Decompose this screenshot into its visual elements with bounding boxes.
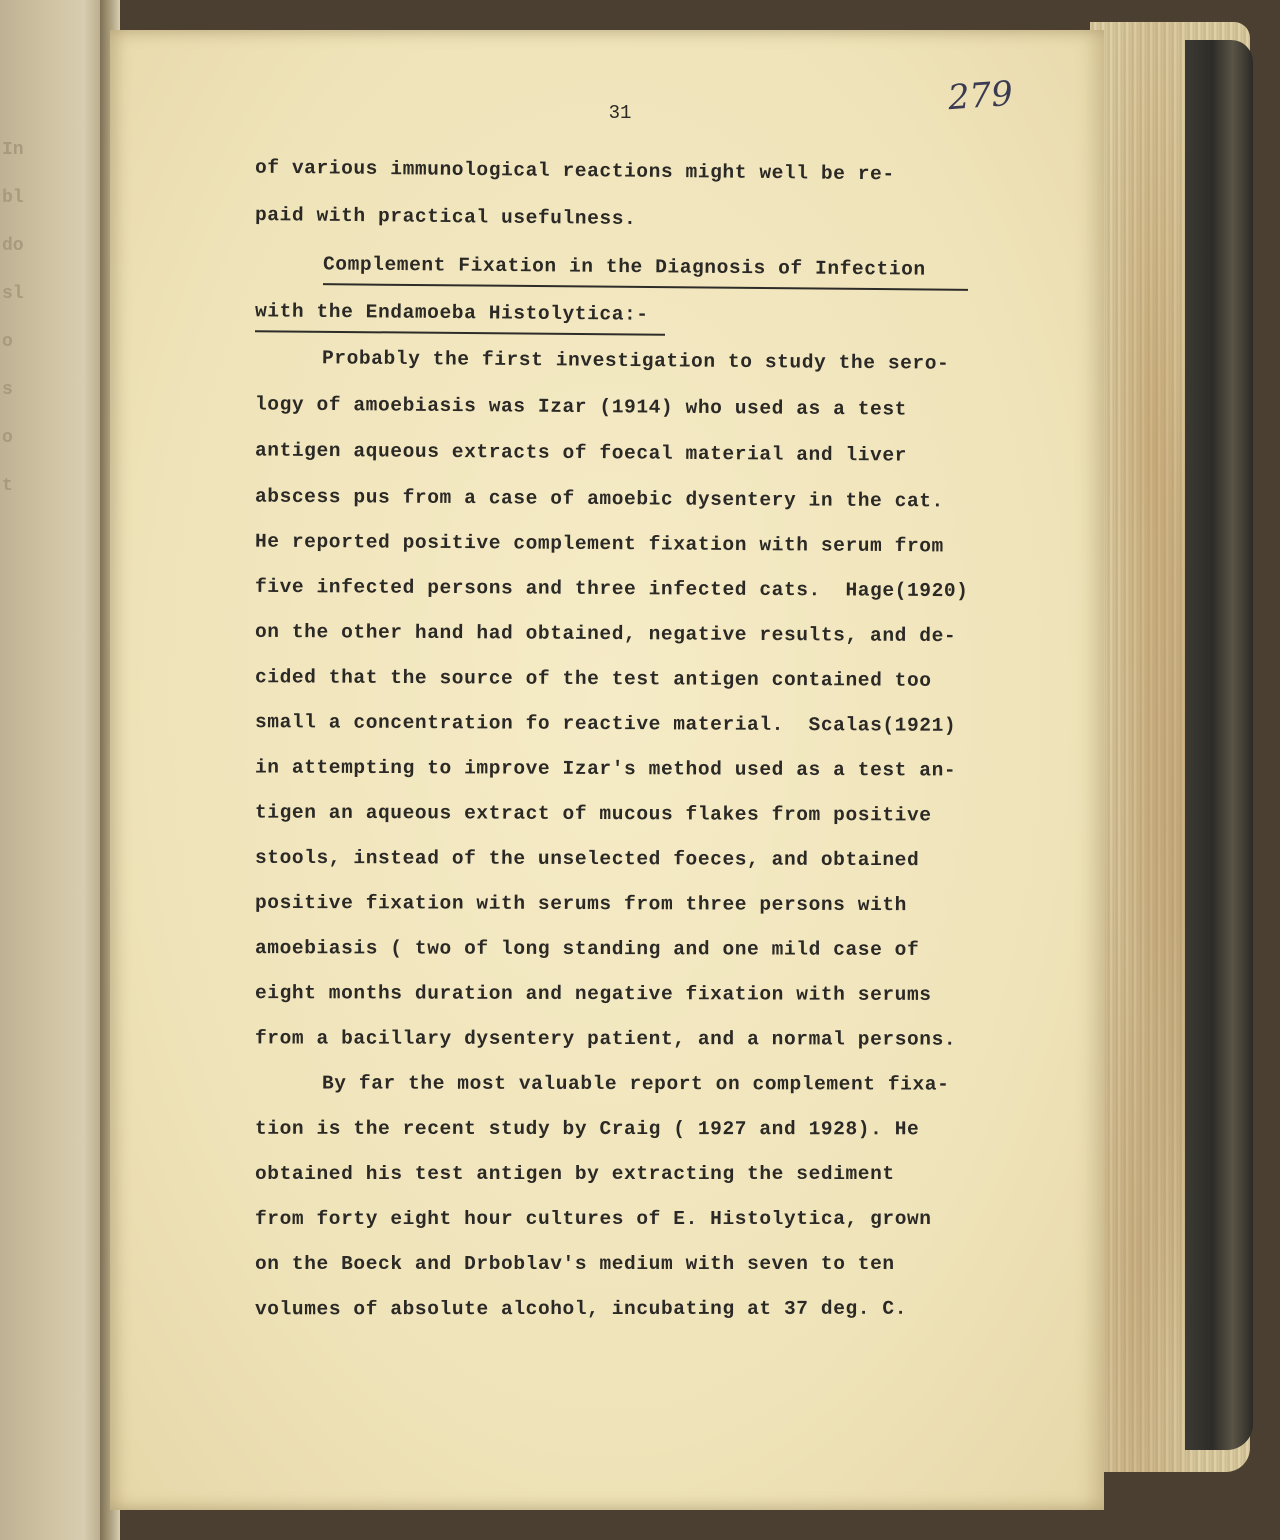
typewritten-page: [110, 30, 1104, 1510]
text-line: By far the most valuable report on complement fixa-: [321, 1072, 950, 1096]
text-line: eight months duration and negative fixation with serums: [254, 982, 932, 1006]
text-line: on the other hand had obtained, negative results, and de-: [254, 620, 957, 648]
section-heading-line: with the Endamoeba Histolytica:-: [254, 300, 649, 326]
text-line: tigen an aqueous extract of mucous flakes from positive: [254, 801, 932, 827]
text-line: small a concentration fo reactive material. Scalas(1921): [254, 711, 957, 737]
text-line: tion is the recent study by Craig ( 1927 and 1928). He: [254, 1117, 920, 1141]
handwritten-folio-number: 279: [946, 73, 1015, 119]
heading-underline: [323, 283, 968, 291]
text-line: obtained his test antigen by extracting the sediment: [255, 1163, 895, 1185]
text-line: of various immunological reactions might well be re-: [254, 156, 895, 186]
section-heading-line: Complement Fixation in the Diagnosis of Infection: [322, 253, 926, 281]
text-line: paid with practical usefulness.: [254, 204, 637, 230]
text-line: five infected persons and three infected cats. Hage(1920): [254, 575, 969, 603]
text-line: positive fixation with serums from three persons with: [254, 891, 908, 917]
left-page-fragment: o: [2, 428, 13, 448]
left-facing-page: [0, 0, 112, 1540]
text-line: cided that the source of the test antigen contained too: [254, 666, 932, 692]
text-line: on the Boeck and Drboblav's medium with seven to ten: [255, 1253, 895, 1275]
left-page-fragment: bl: [2, 188, 24, 208]
left-page-fragment: do: [2, 236, 24, 256]
text-line: volumes of absolute alcohol, incubating at 37 deg. C.: [254, 1297, 908, 1321]
left-page-fragment: o: [2, 332, 13, 352]
text-line: stools, instead of the unselected foeces, and obtained: [254, 846, 920, 872]
left-page-fragment: sl: [2, 284, 24, 304]
text-line: in attempting to improve Izar's method used as a test an-: [254, 756, 957, 782]
text-line: amoebiasis ( two of long standing and one mild case of: [254, 937, 920, 961]
text-line: logy of amoebiasis was Izar (1914) who used as a test: [254, 393, 908, 421]
book-cover-edge: [1185, 40, 1253, 1450]
text-line: Probably the first investigation to study the sero-: [321, 347, 950, 375]
heading-underline: [255, 330, 665, 336]
page-number: 31: [608, 102, 632, 124]
text-line: from forty eight hour cultures of E. Histolytica, grown: [255, 1208, 932, 1230]
text-line: from a bacillary dysentery patient, and a normal persons.: [254, 1027, 957, 1051]
left-page-fragment: t: [2, 476, 13, 496]
left-page-fragment: s: [2, 380, 13, 400]
text-line: antigen aqueous extracts of foecal material and liver: [254, 439, 908, 467]
text-line: abscess pus from a case of amoebic dysentery in the cat.: [254, 485, 944, 513]
text-line: He reported positive complement fixation with serum from: [254, 530, 944, 558]
left-page-fragment: In: [2, 140, 24, 160]
